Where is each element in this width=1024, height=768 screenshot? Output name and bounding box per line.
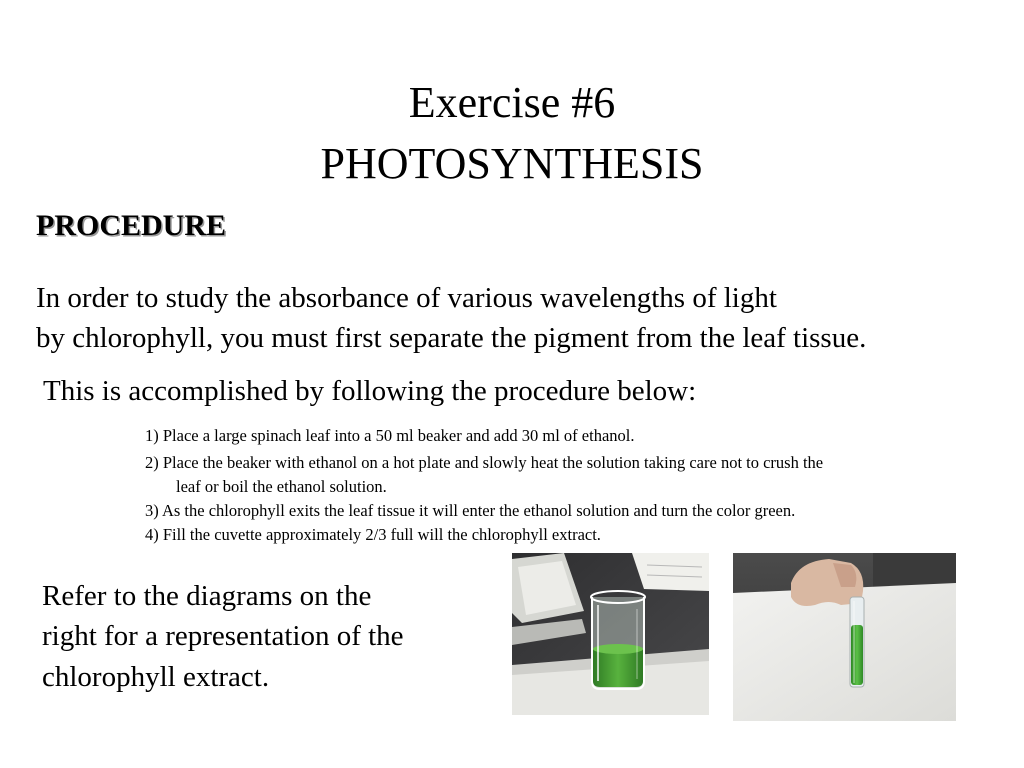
procedure-step-2: 2) Place the beaker with ethanol on a hot plate and slowly heat the solution taking care not to crush the xyxy=(145,453,824,472)
procedure-step-4: 4) Fill the cuvette approximately 2/3 full will the chlorophyll extract. xyxy=(145,525,601,544)
refer-line-2: right for a representation of the xyxy=(42,620,404,652)
slide-title-line2: PHOTOSYNTHESIS xyxy=(320,139,704,188)
procedure-heading: PROCEDURE xyxy=(36,209,227,242)
procedure-step-1: 1) Place a large spinach leaf into a 50 ml beaker and add 30 ml of ethanol. xyxy=(145,426,635,445)
procedure-step-2-continued: leaf or boil the ethanol solution. xyxy=(176,477,387,496)
cuvette-photo xyxy=(733,553,956,721)
refer-line-1: Refer to the diagrams on the xyxy=(42,580,372,612)
intro-line-3: This is accomplished by following the procedure below: xyxy=(43,375,697,407)
intro-line-2: by chlorophyll, you must first separate the pigment from the leaf tissue. xyxy=(36,322,867,354)
slide-title-line1: Exercise #6 xyxy=(408,78,616,127)
procedure-step-3: 3) As the chlorophyll exits the leaf tissue it will enter the ethanol solution and turn the color green. xyxy=(145,501,796,520)
beaker-photo xyxy=(512,553,709,715)
intro-line-1: In order to study the absorbance of various wavelengths of light xyxy=(36,282,777,314)
refer-line-3: chlorophyll extract. xyxy=(42,661,270,693)
